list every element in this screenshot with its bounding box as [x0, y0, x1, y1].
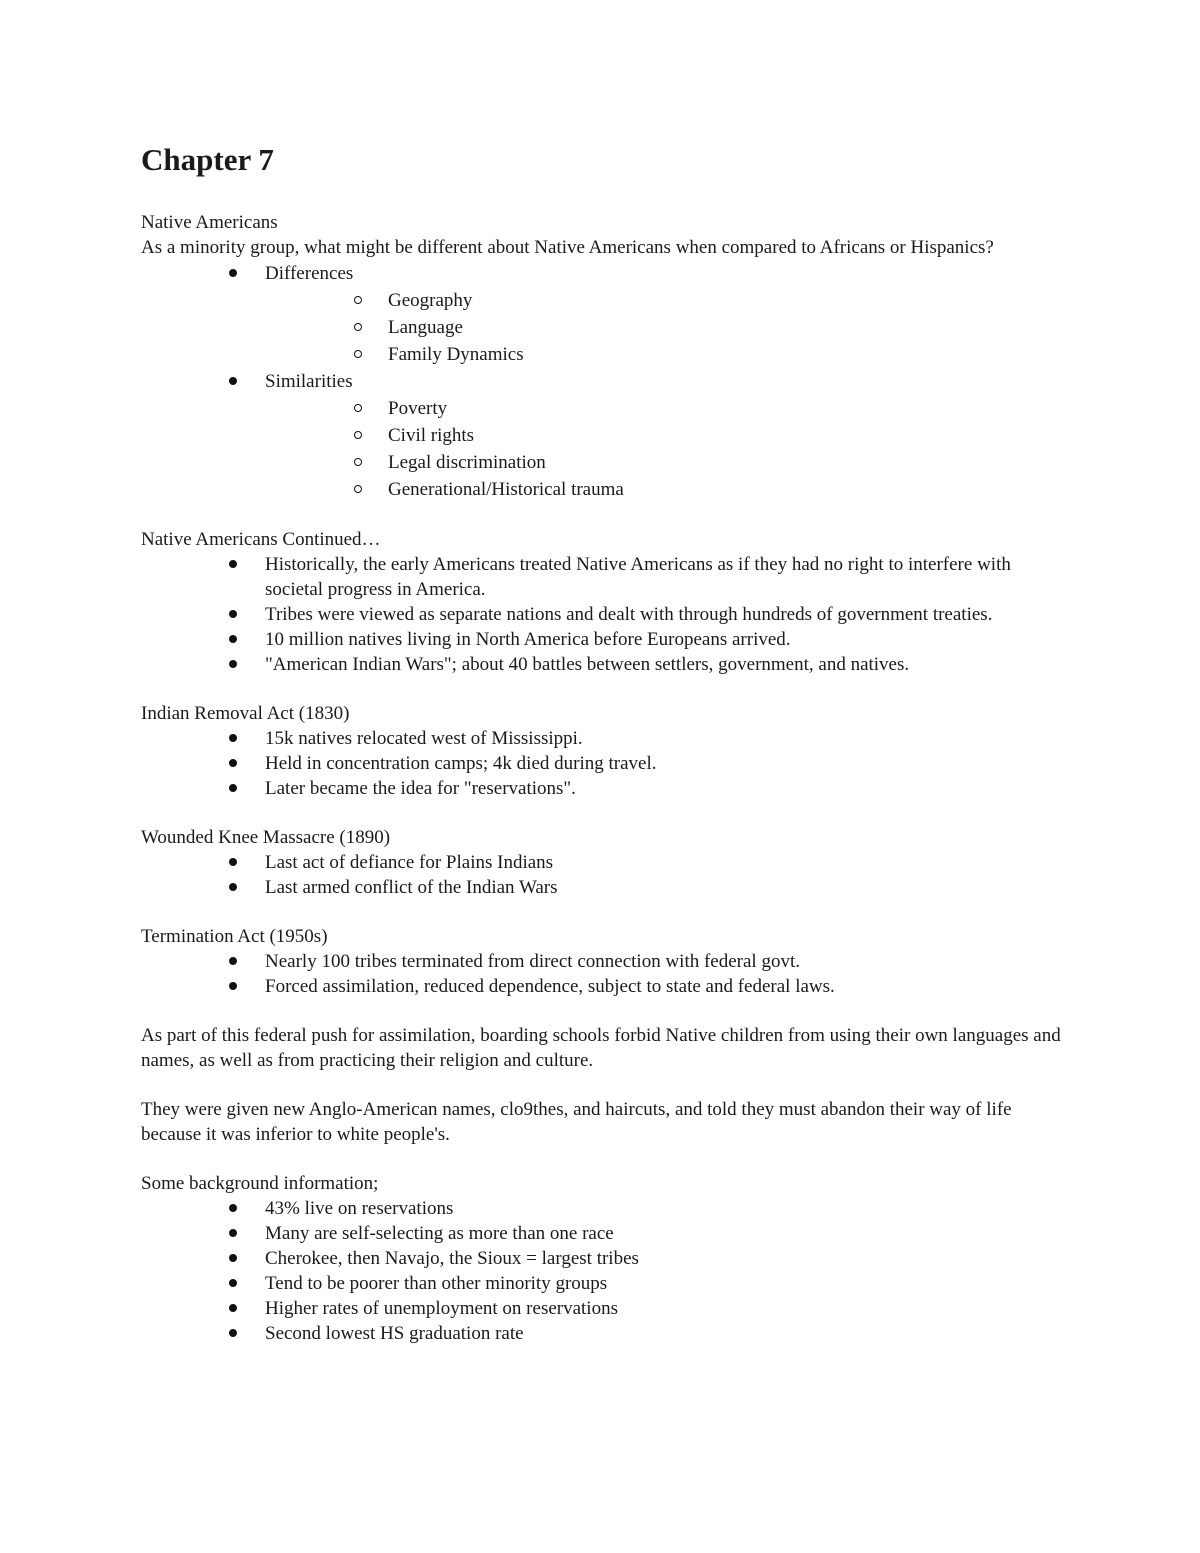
chapter-title: Chapter 7 [141, 142, 274, 177]
section-heading-continued: Native Americans Continued… [141, 529, 381, 550]
hollow-bullet-icon [354, 296, 362, 304]
group-differences [141, 260, 1071, 368]
bullet-icon [229, 610, 237, 618]
list-item: 15k natives relocated west of Mississippi. [141, 726, 1071, 751]
bullet-icon [229, 858, 237, 866]
background-list [141, 1196, 1071, 1346]
section-heading-background: Some background information; [141, 1173, 379, 1194]
bullet-icon [229, 660, 237, 668]
list-item: Generational/Historical trauma [141, 476, 1071, 503]
list-item: 43% live on reservations [141, 1196, 1071, 1221]
list-item: Second lowest HS graduation rate [141, 1321, 1071, 1346]
hollow-bullet-icon [354, 485, 362, 493]
bullet-icon [229, 269, 237, 277]
bullet-icon [229, 982, 237, 990]
list-item: Later became the idea for "reservations". [141, 776, 1071, 801]
list-item: Historically, the early Americans treated Native Americans as if they had no right to interfere with societal progress in America. [141, 552, 1071, 602]
anglo-names-paragraph: They were given new Anglo-American names, clo9thes, and haircuts, and told they must abandon their way of life because it was inferior to white people's. [141, 1099, 1012, 1145]
bullet-icon [229, 1329, 237, 1337]
continued-list [141, 552, 1071, 677]
bullet-icon [229, 759, 237, 767]
list-item: "American Indian Wars"; about 40 battles between settlers, government, and natives. [141, 652, 1071, 677]
list-item: Civil rights [141, 422, 1071, 449]
list-item: Higher rates of unemployment on reservations [141, 1296, 1071, 1321]
bullet-icon [229, 1279, 237, 1287]
bullet-icon [229, 883, 237, 891]
list-item: Poverty [141, 395, 1071, 422]
bullet-icon [229, 1229, 237, 1237]
hollow-bullet-icon [354, 323, 362, 331]
group-similarities [141, 368, 1071, 503]
list-item: Nearly 100 tribes terminated from direct connection with federal govt. [141, 949, 1071, 974]
hollow-bullet-icon [354, 350, 362, 358]
section-heading-native-americans: Native Americans [141, 212, 278, 233]
differences-list [265, 287, 1071, 368]
list-item: Tend to be poorer than other minority groups [141, 1271, 1071, 1296]
bullet-icon [229, 1204, 237, 1212]
list-item: 10 million natives living in North America before Europeans arrived. [141, 627, 1071, 652]
wounded-knee-list [141, 850, 1071, 900]
list-item: Geography [141, 287, 1071, 314]
group-label: Differences [265, 263, 354, 284]
list-item: Legal discrimination [141, 449, 1071, 476]
list-item: Last act of defiance for Plains Indians [141, 850, 1071, 875]
hollow-bullet-icon [354, 404, 362, 412]
bullet-icon [229, 784, 237, 792]
list-item: Last armed conflict of the Indian Wars [141, 875, 1071, 900]
section-heading-wounded-knee: Wounded Knee Massacre (1890) [141, 827, 391, 848]
comparison-question: As a minority group, what might be different about Native Americans when compared to Africans or Hispanics? [141, 237, 994, 258]
list-item: Language [141, 314, 1071, 341]
bullet-icon [229, 957, 237, 965]
comparison-list [141, 260, 1071, 503]
list-item: Cherokee, then Navajo, the Sioux = largest tribes [141, 1246, 1071, 1271]
section-heading-indian-removal-act: Indian Removal Act (1830) [141, 703, 350, 724]
similarities-list [265, 395, 1071, 503]
list-item: Tribes were viewed as separate nations and dealt with through hundreds of government treaties. [141, 602, 1071, 627]
list-item: Many are self-selecting as more than one race [141, 1221, 1071, 1246]
bullet-icon [229, 1254, 237, 1262]
bullet-icon [229, 635, 237, 643]
list-item: Forced assimilation, reduced dependence, subject to state and federal laws. [141, 974, 1071, 999]
bullet-icon [229, 734, 237, 742]
document-page [141, 140, 1071, 1346]
list-item: Family Dynamics [141, 341, 1071, 368]
bullet-icon [229, 377, 237, 385]
assimilation-paragraph: As part of this federal push for assimilation, boarding schools forbid Native children from using their own languages and names, as well as from practicing their religion and culture. [141, 1025, 1061, 1071]
hollow-bullet-icon [354, 458, 362, 466]
termination-act-list [141, 949, 1071, 999]
indian-removal-list [141, 726, 1071, 801]
bullet-icon [229, 560, 237, 568]
group-label: Similarities [265, 371, 353, 392]
section-heading-termination-act: Termination Act (1950s) [141, 926, 328, 947]
hollow-bullet-icon [354, 431, 362, 439]
bullet-icon [229, 1304, 237, 1312]
list-item: Held in concentration camps; 4k died during travel. [141, 751, 1071, 776]
